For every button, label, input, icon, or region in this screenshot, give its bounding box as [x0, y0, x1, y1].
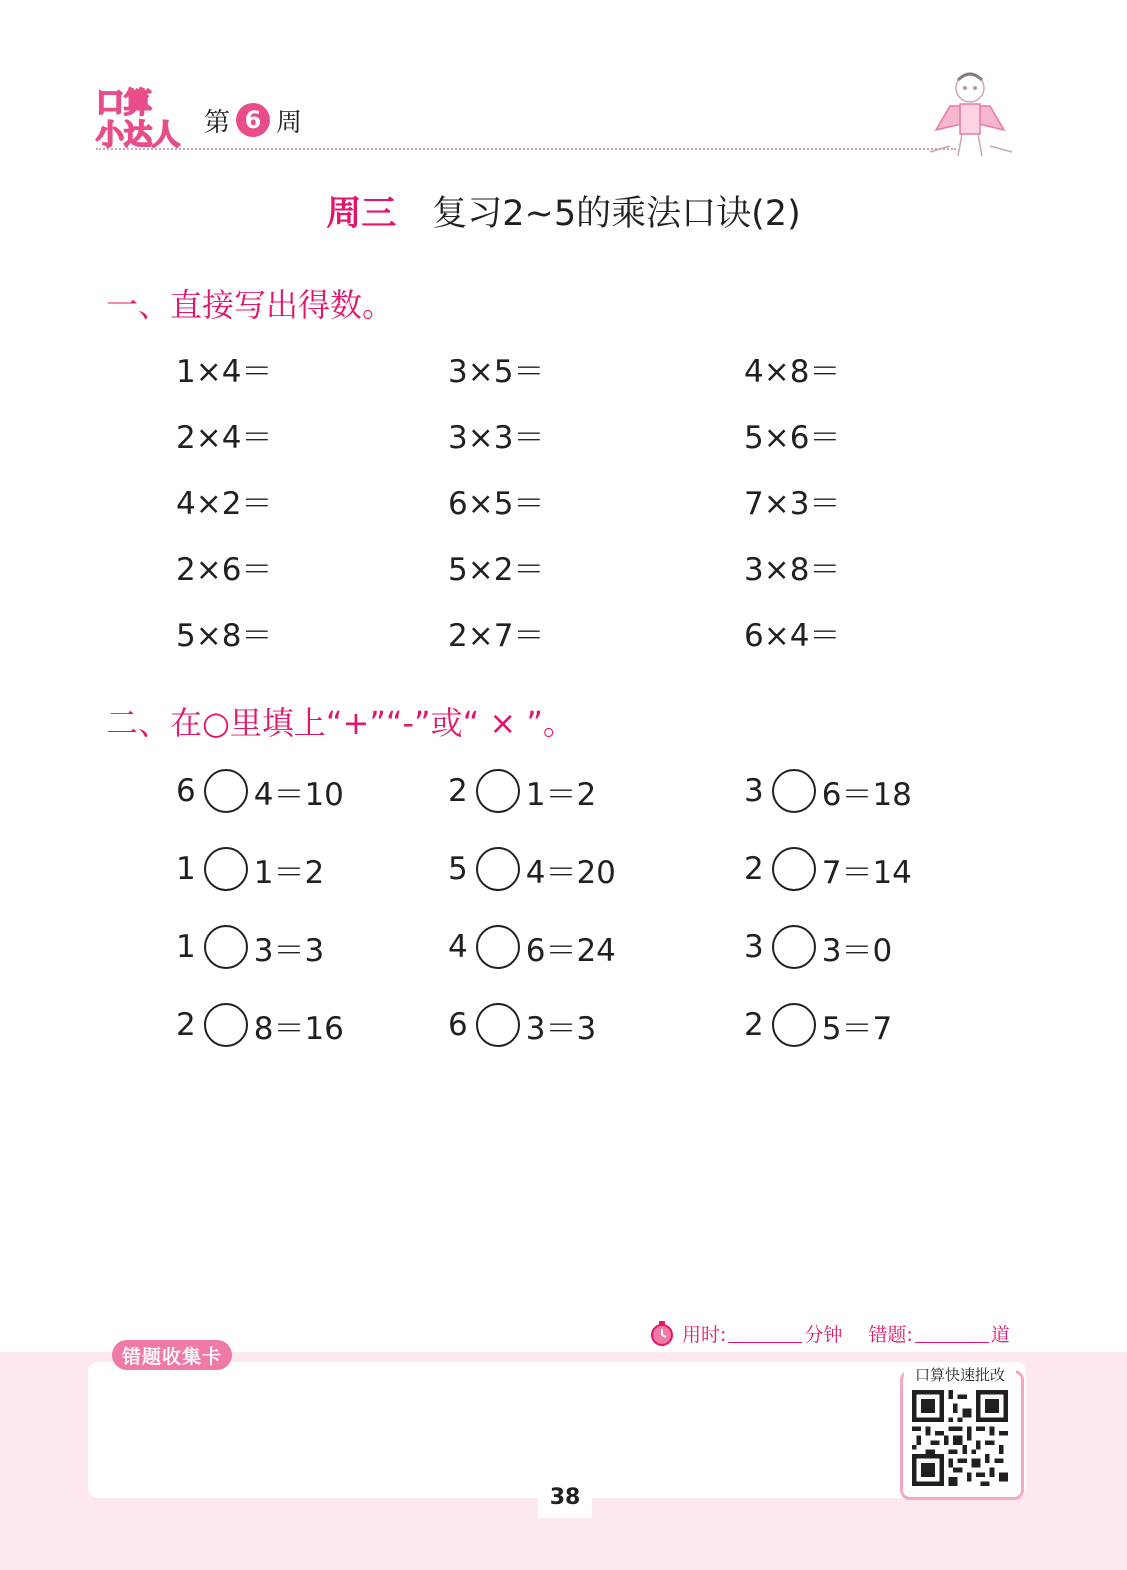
fill-problem-2-2: [448, 844, 616, 894]
operator-circle[interactable]: [772, 1003, 816, 1047]
svg-text:小达人: 小达人: [96, 118, 181, 151]
section-2-heading: 二、在○里填上“+”“-”或“ × ”。: [106, 704, 575, 742]
operator-circle[interactable]: [204, 847, 248, 891]
mascot-illustration-icon: [920, 66, 1020, 162]
left-operand: 4: [448, 929, 468, 965]
right-expression: 4＝20: [525, 854, 616, 891]
operator-circle[interactable]: [204, 769, 248, 813]
fill-problem-1-1: [176, 766, 344, 816]
operator-circle[interactable]: [772, 847, 816, 891]
problem-2-2: 3×3＝: [448, 420, 545, 456]
right-expression: 3＝3: [525, 1010, 597, 1047]
right-expression: 5＝7: [821, 1010, 893, 1047]
fill-problem-3-2: [448, 922, 616, 972]
svg-text:口算: 口算: [96, 86, 153, 119]
week-prefix: 第: [204, 107, 231, 138]
fill-problem-4-2: [448, 1000, 596, 1050]
fill-problem-4-1: [176, 1000, 344, 1050]
left-operand: 6: [448, 1007, 468, 1043]
problem-3-2: 6×5＝: [448, 486, 545, 522]
left-operand: 2: [744, 851, 764, 887]
problem-1-2: 3×5＝: [448, 354, 545, 390]
errors-label: 错题:: [868, 1323, 913, 1346]
right-expression: 4＝10: [253, 776, 344, 813]
problem-5-3: 6×4＝: [744, 618, 841, 654]
qr-code-icon[interactable]: [912, 1390, 1008, 1486]
operator-circle[interactable]: [204, 925, 248, 969]
fill-problem-2-1: [176, 844, 324, 894]
problem-2-3: 5×6＝: [744, 420, 841, 456]
errors-blank[interactable]: [915, 1324, 989, 1343]
right-expression: 6＝18: [821, 776, 912, 813]
fill-problem-2-3: [744, 844, 912, 894]
problem-3-3: 7×3＝: [744, 486, 841, 522]
operator-circle[interactable]: [476, 1003, 520, 1047]
right-expression: 6＝24: [525, 932, 616, 969]
errors-unit: 道: [990, 1323, 1010, 1346]
left-operand: 6: [176, 773, 196, 809]
operator-circle[interactable]: [476, 925, 520, 969]
problem-2-1: 2×4＝: [176, 420, 273, 456]
right-expression: 3＝0: [821, 932, 893, 969]
left-operand: 2: [448, 773, 468, 809]
right-expression: 1＝2: [525, 776, 597, 813]
right-expression: 3＝3: [253, 932, 325, 969]
title-topic: 复习2~5的乘法口诀(2): [432, 194, 801, 234]
operator-circle[interactable]: [476, 769, 520, 813]
left-operand: 3: [744, 773, 764, 809]
section-1-heading: 一、直接写出得数。: [106, 286, 395, 324]
week-label: [204, 100, 302, 140]
fill-problem-1-3: [744, 766, 912, 816]
title-day: 周三: [326, 194, 397, 234]
time-blank[interactable]: [728, 1324, 802, 1343]
error-collection-card-title: 错题收集卡: [112, 1340, 232, 1370]
page-number: 38: [538, 1476, 592, 1518]
operator-circle[interactable]: [772, 925, 816, 969]
fill-problem-3-1: [176, 922, 324, 972]
logo-icon: [92, 82, 184, 152]
time-label: 用时:: [682, 1323, 727, 1346]
week-number-badge: 6: [236, 103, 270, 137]
stopwatch-icon: [648, 1319, 676, 1347]
problem-5-1: 5×8＝: [176, 618, 273, 654]
right-expression: 1＝2: [253, 854, 325, 891]
problem-4-2: 5×2＝: [448, 552, 545, 588]
page-title: [0, 186, 1127, 236]
right-expression: 7＝14: [821, 854, 912, 891]
problem-4-3: 3×8＝: [744, 552, 841, 588]
left-operand: 5: [448, 851, 468, 887]
left-operand: 2: [744, 1007, 764, 1043]
left-operand: 3: [744, 929, 764, 965]
left-operand: 2: [176, 1007, 196, 1043]
problem-1-3: 4×8＝: [744, 354, 841, 390]
operator-circle[interactable]: [204, 1003, 248, 1047]
time-and-errors-record: [648, 1318, 1010, 1348]
problem-4-1: 2×6＝: [176, 552, 273, 588]
problem-5-2: 2×7＝: [448, 618, 545, 654]
left-operand: 1: [176, 851, 196, 887]
time-unit: 分钟: [804, 1323, 843, 1346]
problem-3-1: 4×2＝: [176, 486, 273, 522]
header-divider: [96, 148, 956, 150]
right-expression: 8＝16: [253, 1010, 344, 1047]
qr-label: 口算快速批改: [904, 1364, 1016, 1385]
fill-problem-1-2: [448, 766, 596, 816]
fill-problem-3-3: [744, 922, 892, 972]
operator-circle[interactable]: [772, 769, 816, 813]
problem-1-1: 1×4＝: [176, 354, 273, 390]
fill-problem-4-3: [744, 1000, 892, 1050]
week-suffix: 周: [276, 107, 303, 138]
left-operand: 1: [176, 929, 196, 965]
operator-circle[interactable]: [476, 847, 520, 891]
